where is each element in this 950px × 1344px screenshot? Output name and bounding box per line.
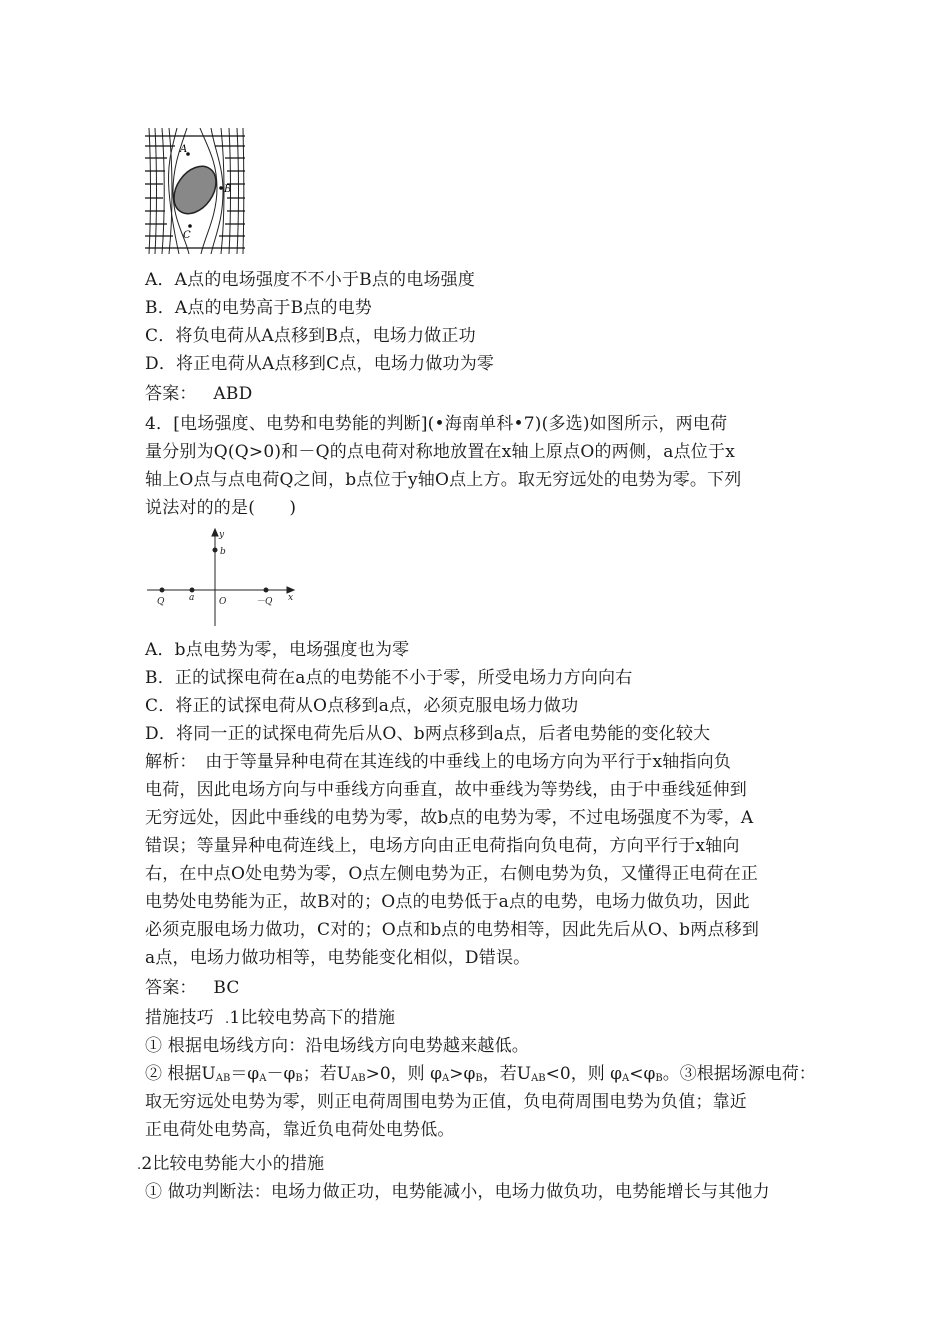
tips-sub: B [655, 1073, 663, 1084]
q4-analysis-line-5: 右，在中点O处电势为零，O点左侧电势为正，右侧电势为负，又懂得正电荷在正 [145, 864, 759, 884]
q4-analysis-line-3: 无穷远处，因此中垂线的电势为零，故b点的电势为零，不过电场强度不为零，A [145, 808, 754, 828]
q3-option-c: C．将负电荷从A点移到B点，电场力做正功 [145, 326, 476, 346]
label-origin: O [219, 597, 227, 607]
q3-option-d: D．将正电荷从A点移到C点，电场力做功为零 [145, 354, 495, 374]
tips-item-2-part: >0，则 φ [365, 1064, 442, 1084]
q4-option-b: B．正的试探电荷在a点的电势能不小于零，所受电场力方向向右 [145, 668, 633, 688]
tips-item-3-line-3: 正电荷处电势高，靠近负电荷处电势低。 [145, 1120, 455, 1140]
tips-item-4: ① 做功判断法：电场力做正功，电势能减小，电场力做负功，电势能增长与其他力 [145, 1182, 770, 1202]
tips-item-2-part: ，若U [482, 1064, 532, 1084]
q4-stem-line-2: 量分别为Q(Q>0)和－Q的点电荷对称地放置在x轴上原点O的两侧，a点位于x [145, 442, 735, 462]
tips-item-2-part: <0，则 φ [545, 1064, 623, 1084]
q3-answer-label: 答案： [145, 384, 197, 404]
label-b-point: b [220, 547, 226, 557]
label-a-point: a [189, 593, 195, 603]
tips-item-2-part: －φ [266, 1064, 296, 1084]
tips-sub: A [622, 1073, 630, 1084]
tips-item-1: ① 根据电场线方向：沿电场线方向电势越来越低。 [145, 1036, 530, 1056]
tips-marker-2: . [137, 1158, 142, 1173]
q3-answer-value: ABD [213, 384, 253, 404]
tips-marker-1: . [225, 1012, 230, 1027]
tips-sub: A [442, 1073, 450, 1084]
label-a: A [180, 144, 188, 155]
q4-answer-value: BC [213, 978, 240, 998]
tips-item-2-part: >φ [449, 1064, 476, 1084]
tips-sub: AB [531, 1073, 546, 1084]
q4-stem-line-1: 4．[电场强度、电势和电势能的判断](•海南单科•7)(多选)如图所示，两电荷 [145, 414, 728, 434]
tips-heading-2-text: 2比较电势能大小的措施 [141, 1154, 325, 1174]
q3-option-b: B．A点的电势高于B点的电势 [145, 298, 373, 318]
tips-heading-1 [145, 1004, 815, 1034]
tips-item-2-part: ＝φ [230, 1064, 260, 1084]
field-lines-figure [145, 126, 245, 256]
tips-sub: B [295, 1073, 303, 1084]
q4-analysis-line-1: 解析： 由于等量异种电荷在其连线的中垂线上的电场方向为平行于x轴指向负 [145, 752, 732, 772]
tips-item-2-part: ② 根据U [145, 1064, 216, 1084]
label-y: y [219, 530, 225, 540]
label-q: Q [157, 597, 165, 607]
q4-option-c: C．将正的试探电荷从O点移到a点，必须克服电场力做功 [145, 696, 579, 716]
tips-item-2-part: <φ [629, 1064, 656, 1084]
label-c: C [183, 230, 191, 241]
tips-heading-2 [137, 1150, 807, 1180]
q4-stem-line-3: 轴上O点与点电荷Q之间，b点位于y轴O点上方。取无穷远处的电势为零。下列 [145, 470, 742, 490]
tips-sub: A [259, 1073, 267, 1084]
q4-analysis-line-2: 电荷，因此电场方向与中垂线方向垂直，故中垂线为等势线，由于中垂线延伸到 [145, 780, 747, 800]
label-b: B [224, 184, 232, 195]
axes-figure [145, 528, 300, 628]
q4-option-a: A．b点电势为零，电场强度也为零 [145, 640, 410, 660]
label-neg-q: －Q [256, 597, 273, 607]
q4-stem-line-4: 说法对的的是( ) [145, 498, 297, 518]
tips-item-3-line-2: 取无穷远处电势为零，则正电荷周围电势为正值，负电荷周围电势为负值；靠近 [145, 1092, 747, 1112]
tips-title: 措施技巧 [145, 1008, 214, 1028]
q4-analysis-line-4: 错误；等量异种电荷连线上，电场方向由正电荷指向负电荷，方向平行于x轴向 [145, 836, 740, 856]
tips-heading-1-text: 1比较电势高下的措施 [229, 1008, 396, 1028]
q4-answer [145, 974, 815, 1002]
tips-item-2-part: 。③根据场源电荷： [662, 1064, 816, 1084]
q4-option-d: D．将同一正的试探电荷先后从O、b两点移到a点，后者电势能的变化较大 [145, 724, 711, 744]
label-x: x [288, 593, 294, 603]
q3-option-a: A．A点的电场强度不不小于B点的电场强度 [145, 270, 476, 290]
q4-answer-label: 答案： [145, 978, 197, 998]
q4-analysis-line-7: 必须克服电场力做功，C对的；O点和b点的电势相等，因此先后从O、b两点移到 [145, 920, 760, 940]
tips-sub: AB [215, 1073, 231, 1084]
q4-analysis-line-6: 电势处电势能为正，故B对的；O点的电势低于a点的电势，电场力做负功，因此 [145, 892, 750, 912]
tips-item-2-part: ；若U [302, 1064, 352, 1084]
q4-analysis-line-8: a点，电场力做功相等，电势能变化相似，D错误。 [145, 948, 531, 968]
tips-sub: AB [351, 1073, 366, 1084]
q3-answer [145, 380, 815, 408]
tips-sub: B [475, 1073, 483, 1084]
